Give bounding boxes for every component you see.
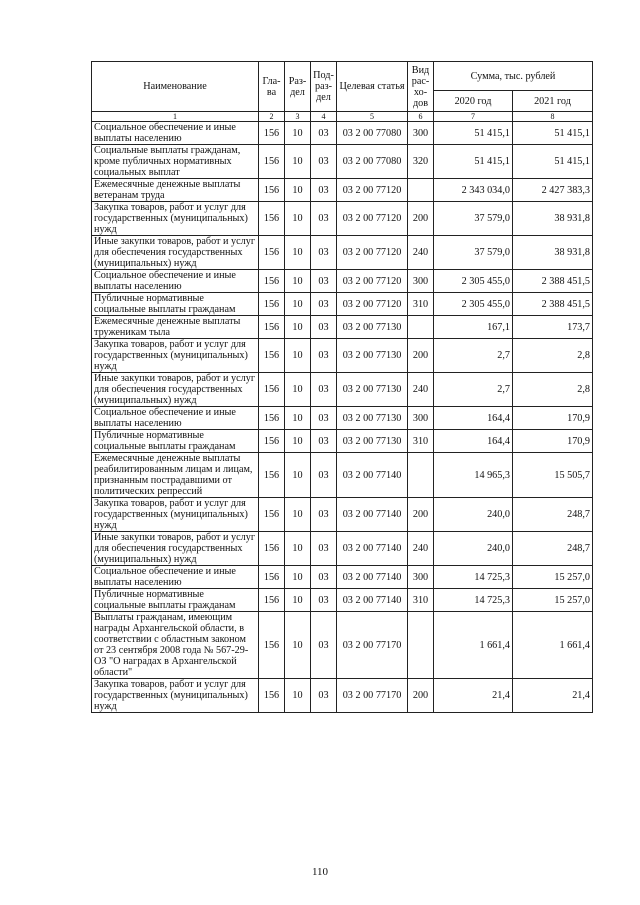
row-2020: 51 415,1: [434, 145, 513, 179]
row-podrazdel: 03: [311, 679, 337, 713]
row-razdel: 10: [285, 179, 311, 202]
table-row: [92, 293, 593, 316]
row-2021: 170,9: [513, 407, 593, 430]
row-name: Ежемесячные денежные выплаты ветеранам труда: [92, 179, 259, 202]
row-razdel: 10: [285, 270, 311, 293]
row-2021: 51 415,1: [513, 122, 593, 145]
row-target: 03 2 00 77130: [337, 373, 408, 407]
row-podrazdel: 03: [311, 589, 337, 612]
row-name: Ежемесячные денежные выплаты труженикам тыла: [92, 316, 259, 339]
row-name: Ежемесячные денежные выплаты реабилитированным лицам и лицам, признанным пострадавшими от политических репрессий: [92, 453, 259, 498]
row-glava: 156: [259, 430, 285, 453]
row-razdel: 10: [285, 145, 311, 179]
row-2020: 1 661,4: [434, 612, 513, 679]
row-glava: 156: [259, 202, 285, 236]
row-target: 03 2 00 77140: [337, 589, 408, 612]
row-name: Социальное обеспечение и иные выплаты населению: [92, 407, 259, 430]
row-vid: 320: [408, 145, 434, 179]
row-2021: 1 661,4: [513, 612, 593, 679]
row-name: Иные закупки товаров, работ и услуг для обеспечения государственных (муниципальных) нужд: [92, 373, 259, 407]
table-row: [92, 202, 593, 236]
row-razdel: 10: [285, 566, 311, 589]
row-podrazdel: 03: [311, 270, 337, 293]
row-2020: 2 343 034,0: [434, 179, 513, 202]
row-vid: [408, 316, 434, 339]
row-glava: 156: [259, 339, 285, 373]
row-name: Иные закупки товаров, работ и услуг для обеспечения государственных (муниципальных) нужд: [92, 236, 259, 270]
row-vid: 300: [408, 122, 434, 145]
row-podrazdel: 03: [311, 293, 337, 316]
row-2020: 164,4: [434, 407, 513, 430]
row-glava: 156: [259, 612, 285, 679]
row-2021: 2,8: [513, 373, 593, 407]
row-razdel: 10: [285, 316, 311, 339]
row-glava: 156: [259, 179, 285, 202]
row-2021: 170,9: [513, 430, 593, 453]
row-vid: 310: [408, 430, 434, 453]
row-2021: 2 427 383,3: [513, 179, 593, 202]
row-target: 03 2 00 77140: [337, 498, 408, 532]
row-target: 03 2 00 77120: [337, 236, 408, 270]
row-2020: 37 579,0: [434, 202, 513, 236]
row-glava: 156: [259, 236, 285, 270]
row-vid: 200: [408, 339, 434, 373]
row-podrazdel: 03: [311, 179, 337, 202]
row-2020: 2,7: [434, 373, 513, 407]
table-row: [92, 679, 593, 713]
row-razdel: 10: [285, 498, 311, 532]
row-target: 03 2 00 77130: [337, 407, 408, 430]
row-2020: 164,4: [434, 430, 513, 453]
table-body: [92, 122, 593, 713]
row-podrazdel: 03: [311, 316, 337, 339]
header-podrazdel: Под-раз-дел: [311, 62, 337, 112]
row-podrazdel: 03: [311, 122, 337, 145]
header-glava: Гла-ва: [259, 62, 285, 112]
row-2020: 14 965,3: [434, 453, 513, 498]
row-razdel: 10: [285, 612, 311, 679]
row-podrazdel: 03: [311, 566, 337, 589]
row-2020: 2 305 455,0: [434, 293, 513, 316]
row-name: Закупка товаров, работ и услуг для государственных (муниципальных) нужд: [92, 202, 259, 236]
row-glava: 156: [259, 407, 285, 430]
row-glava: 156: [259, 566, 285, 589]
row-name: Социальное обеспечение и иные выплаты населению: [92, 122, 259, 145]
table-row: [92, 316, 593, 339]
row-vid: [408, 612, 434, 679]
row-razdel: 10: [285, 453, 311, 498]
row-2020: 2 305 455,0: [434, 270, 513, 293]
row-razdel: 10: [285, 339, 311, 373]
table-row: [92, 407, 593, 430]
table-row: [92, 236, 593, 270]
page-number: 110: [311, 866, 329, 878]
row-name: Иные закупки товаров, работ и услуг для обеспечения государственных (муниципальных) нужд: [92, 532, 259, 566]
header-sum: Сумма, тыс. рублей: [434, 62, 593, 91]
col-number: 4: [311, 112, 337, 122]
row-2021: 173,7: [513, 316, 593, 339]
row-glava: 156: [259, 316, 285, 339]
row-glava: 156: [259, 373, 285, 407]
row-target: 03 2 00 77140: [337, 532, 408, 566]
row-target: 03 2 00 77080: [337, 122, 408, 145]
row-vid: 310: [408, 589, 434, 612]
row-name: Публичные нормативные социальные выплаты гражданам: [92, 293, 259, 316]
row-podrazdel: 03: [311, 407, 337, 430]
row-target: 03 2 00 77130: [337, 430, 408, 453]
row-2021: 2 388 451,5: [513, 293, 593, 316]
row-target: 03 2 00 77080: [337, 145, 408, 179]
row-vid: 200: [408, 679, 434, 713]
row-podrazdel: 03: [311, 339, 337, 373]
row-2021: 15 505,7: [513, 453, 593, 498]
col-number: 6: [408, 112, 434, 122]
row-podrazdel: 03: [311, 453, 337, 498]
row-vid: [408, 179, 434, 202]
row-2020: 51 415,1: [434, 122, 513, 145]
table-row: [92, 179, 593, 202]
table-row: [92, 339, 593, 373]
row-name: Выплаты гражданам, имеющим награды Архангельской области, в соответствии с областным законом от 23 сентября 2008 года № 567-29-ОЗ "О наградах в Архангельской области": [92, 612, 259, 679]
row-glava: 156: [259, 679, 285, 713]
row-razdel: 10: [285, 589, 311, 612]
row-target: 03 2 00 77120: [337, 293, 408, 316]
table-row: [92, 453, 593, 498]
col-number: 5: [337, 112, 408, 122]
row-2020: 240,0: [434, 498, 513, 532]
row-target: 03 2 00 77140: [337, 453, 408, 498]
row-name: Социальное обеспечение и иные выплаты населению: [92, 566, 259, 589]
row-vid: 240: [408, 373, 434, 407]
row-glava: 156: [259, 122, 285, 145]
row-2020: 240,0: [434, 532, 513, 566]
row-podrazdel: 03: [311, 373, 337, 407]
row-target: 03 2 00 77140: [337, 566, 408, 589]
row-vid: 200: [408, 202, 434, 236]
table-row: [92, 122, 593, 145]
table-row: [92, 145, 593, 179]
col-number: 3: [285, 112, 311, 122]
row-target: 03 2 00 77120: [337, 270, 408, 293]
row-2021: 51 415,1: [513, 145, 593, 179]
row-glava: 156: [259, 270, 285, 293]
table-header: [92, 62, 593, 122]
row-podrazdel: 03: [311, 202, 337, 236]
row-glava: 156: [259, 145, 285, 179]
table-row: [92, 498, 593, 532]
row-target: 03 2 00 77130: [337, 339, 408, 373]
row-2021: 21,4: [513, 679, 593, 713]
header-target: Целевая статья: [337, 62, 408, 112]
row-glava: 156: [259, 293, 285, 316]
budget-table: [91, 61, 593, 713]
row-2021: 2 388 451,5: [513, 270, 593, 293]
table-row: [92, 373, 593, 407]
row-podrazdel: 03: [311, 532, 337, 566]
row-2021: 248,7: [513, 498, 593, 532]
row-2021: 15 257,0: [513, 566, 593, 589]
row-vid: 200: [408, 498, 434, 532]
row-target: 03 2 00 77170: [337, 679, 408, 713]
row-2020: 14 725,3: [434, 566, 513, 589]
col-number: 1: [92, 112, 259, 122]
row-target: 03 2 00 77120: [337, 179, 408, 202]
col-number: 2: [259, 112, 285, 122]
header-2021: 2021 год: [513, 91, 593, 112]
row-razdel: 10: [285, 122, 311, 145]
row-2020: 2,7: [434, 339, 513, 373]
row-razdel: 10: [285, 236, 311, 270]
table-row: [92, 566, 593, 589]
header-vid: Вид рас-хо-дов: [408, 62, 434, 112]
row-podrazdel: 03: [311, 430, 337, 453]
row-target: 03 2 00 77130: [337, 316, 408, 339]
row-podrazdel: 03: [311, 498, 337, 532]
header-razdel: Раз-дел: [285, 62, 311, 112]
row-name: Закупка товаров, работ и услуг для государственных (муниципальных) нужд: [92, 339, 259, 373]
row-razdel: 10: [285, 430, 311, 453]
row-razdel: 10: [285, 202, 311, 236]
row-vid: 310: [408, 293, 434, 316]
row-glava: 156: [259, 453, 285, 498]
table-row: [92, 532, 593, 566]
row-2021: 2,8: [513, 339, 593, 373]
table-row: [92, 430, 593, 453]
table-row: [92, 270, 593, 293]
row-target: 03 2 00 77170: [337, 612, 408, 679]
row-glava: 156: [259, 532, 285, 566]
row-vid: 300: [408, 270, 434, 293]
row-podrazdel: 03: [311, 145, 337, 179]
row-2020: 37 579,0: [434, 236, 513, 270]
row-vid: 240: [408, 236, 434, 270]
col-number: 8: [513, 112, 593, 122]
row-2021: 248,7: [513, 532, 593, 566]
row-razdel: 10: [285, 407, 311, 430]
column-number-row: [92, 112, 593, 122]
row-name: Публичные нормативные социальные выплаты гражданам: [92, 589, 259, 612]
row-2020: 21,4: [434, 679, 513, 713]
row-vid: 300: [408, 566, 434, 589]
table-row: [92, 612, 593, 679]
row-razdel: 10: [285, 532, 311, 566]
table-row: [92, 589, 593, 612]
header-name: Наименование: [92, 62, 259, 112]
row-2021: 38 931,8: [513, 202, 593, 236]
row-glava: 156: [259, 498, 285, 532]
row-2020: 14 725,3: [434, 589, 513, 612]
row-vid: [408, 453, 434, 498]
row-razdel: 10: [285, 679, 311, 713]
row-razdel: 10: [285, 293, 311, 316]
row-vid: 300: [408, 407, 434, 430]
header-2020: 2020 год: [434, 91, 513, 112]
col-number: 7: [434, 112, 513, 122]
row-razdel: 10: [285, 373, 311, 407]
row-target: 03 2 00 77120: [337, 202, 408, 236]
row-name: Публичные нормативные социальные выплаты гражданам: [92, 430, 259, 453]
row-podrazdel: 03: [311, 612, 337, 679]
row-name: Закупка товаров, работ и услуг для государственных (муниципальных) нужд: [92, 498, 259, 532]
row-2021: 38 931,8: [513, 236, 593, 270]
row-name: Социальное обеспечение и иные выплаты населению: [92, 270, 259, 293]
row-2020: 167,1: [434, 316, 513, 339]
row-name: Социальные выплаты гражданам, кроме публичных нормативных социальных выплат: [92, 145, 259, 179]
row-vid: 240: [408, 532, 434, 566]
row-name: Закупка товаров, работ и услуг для государственных (муниципальных) нужд: [92, 679, 259, 713]
row-podrazdel: 03: [311, 236, 337, 270]
row-glava: 156: [259, 589, 285, 612]
row-2021: 15 257,0: [513, 589, 593, 612]
